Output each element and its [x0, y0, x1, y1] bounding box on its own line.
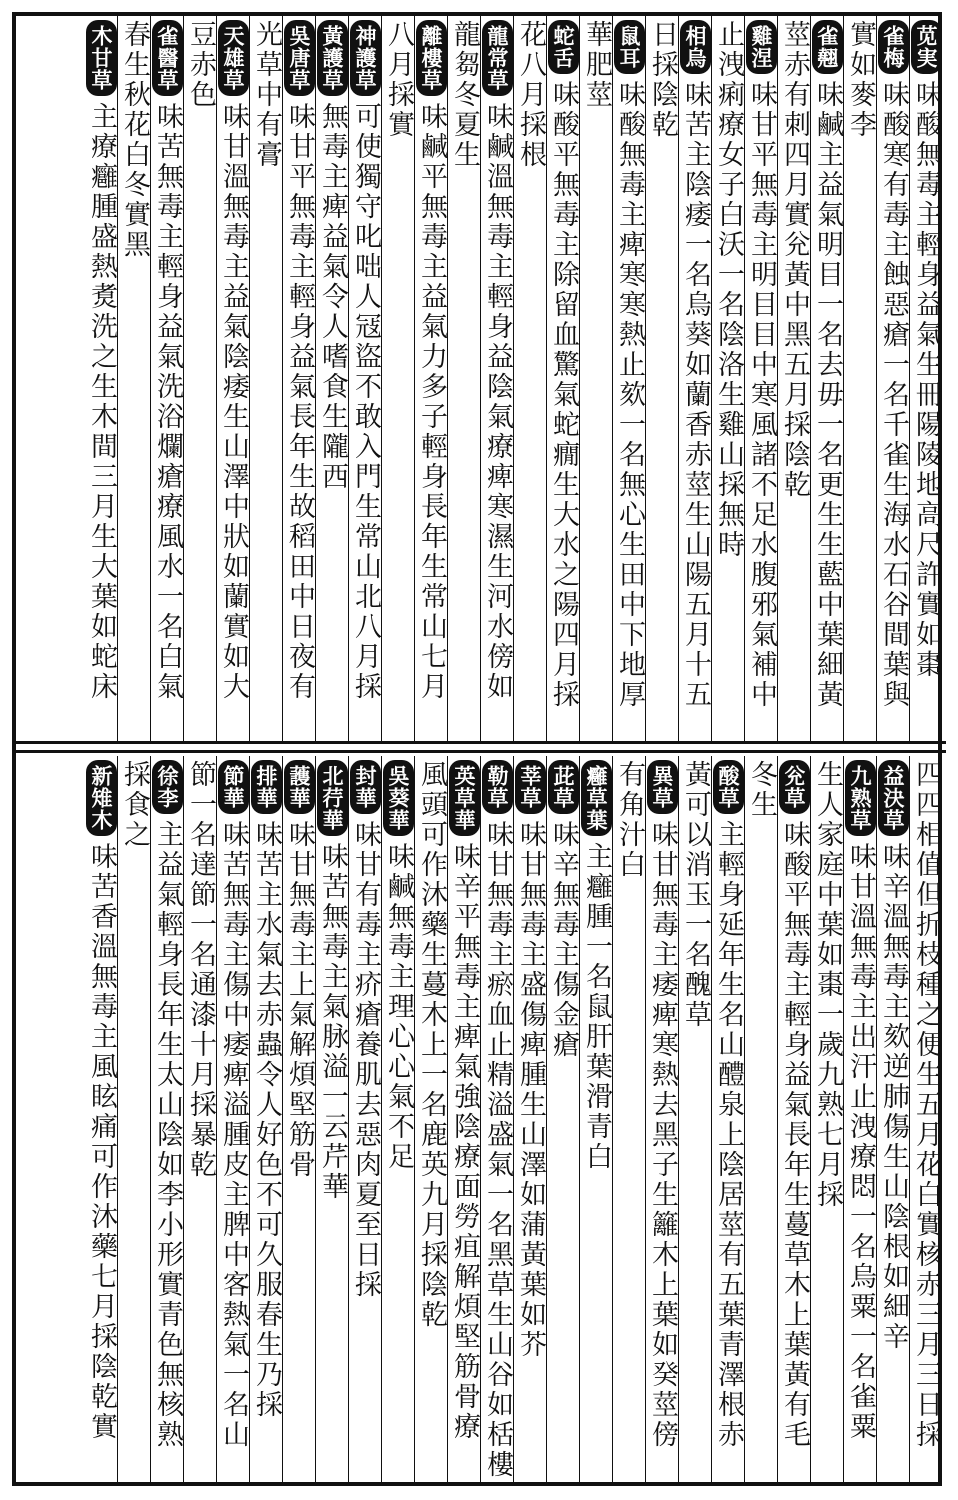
entry-heading: 苋実 — [911, 20, 942, 74]
text-column — [876, 756, 909, 1482]
text-column — [711, 756, 744, 1482]
text-column — [348, 756, 381, 1482]
text-column — [381, 16, 414, 741]
entry-heading: 龍常草 — [482, 20, 513, 96]
text-column — [414, 16, 447, 741]
text-column — [282, 16, 315, 741]
entry-heading: 節華 — [218, 760, 249, 814]
entry-text: 主輕身延年生名山醴泉上陰居莖有五葉青澤根赤 — [713, 820, 744, 1450]
entry-heading: 益決草 — [878, 760, 909, 836]
entry-text: 主癰腫一名鼠肝葉滑青白 — [581, 842, 612, 1172]
entry-text: 冬生 — [746, 760, 777, 820]
upper-register — [16, 16, 942, 741]
entry-heading: 癰草葉 — [581, 760, 612, 836]
entry-heading: 蛇舌 — [548, 20, 579, 74]
entry-text: 味甘無毒主瘀血止精溢盛氣一名黑草生山谷如栝樓 — [482, 820, 513, 1480]
entry-text: 味甘無毒主痿痺寒熱去黑子生籬木上葉如癸莖傍 — [647, 820, 678, 1450]
entry-text: 主益氣輕身長年生太山陰如李小形實青色無核熟 — [152, 820, 183, 1450]
entry-heading: 茈草 — [548, 760, 579, 814]
entry-text: 味酸平無毒主輕身益氣長年生蔓草木上葉黃有毛 — [779, 820, 810, 1450]
entry-text: 主療癰腫盛熱煑洗之生木間三月生大葉如蛇床 — [86, 102, 117, 702]
entry-text: 味苦無毒主輕身益氣洗浴爛瘡療風水一名白氣 — [152, 102, 183, 702]
text-column — [678, 16, 711, 741]
text-column — [678, 756, 711, 1482]
text-column — [909, 16, 942, 741]
entry-heading: 相烏 — [680, 20, 711, 74]
entry-text: 四四相值但折枝種之便生五月花白實核赤三月三日採 — [911, 760, 942, 1450]
entry-heading: 雀翹 — [812, 20, 843, 74]
text-column — [546, 756, 579, 1482]
entry-heading: 雞涅 — [746, 20, 777, 74]
entry-text: 味辛溫無毒主欬逆肺傷生山陰根如細辛 — [878, 842, 909, 1352]
entry-text: 味甘平無毒主輕身益氣長年生故稻田中日夜有 — [284, 102, 315, 702]
entry-text: 味辛平無毒主痺氣強陰療面勞疽解煩堅筋骨療 — [449, 842, 480, 1442]
entry-text: 味苦主水氣去赤蟲令人好色不可久服春生乃採 — [251, 820, 282, 1420]
entry-heading: 離樓草 — [416, 20, 447, 96]
entry-text: 實如麥李 — [845, 20, 876, 140]
entry-text: 華肥莖 — [581, 20, 612, 110]
entry-heading: 北荇華 — [317, 760, 348, 836]
entry-text: 味酸寒有毒主蝕惡瘡一名千雀生海水石谷間葉與 — [878, 80, 909, 710]
text-column — [348, 16, 381, 741]
text-column — [117, 16, 150, 741]
entry-text: 風頭可作沐藥生蔓木上一名鹿英九月採陰乾 — [416, 760, 447, 1330]
text-column — [216, 756, 249, 1482]
text-column — [744, 16, 777, 741]
text-column — [183, 16, 216, 741]
entry-heading: 吳唐草 — [284, 20, 315, 96]
entry-heading: 木甘草 — [86, 20, 117, 96]
entry-text: 味鹹平無毒主益氣力多子輕身長年生常山七月 — [416, 102, 447, 702]
text-column — [909, 756, 942, 1482]
entry-text: 止洩痢療女子白沃一名陰洛生雞山採無時 — [713, 20, 744, 560]
text-column — [612, 16, 645, 741]
entry-heading: 異草 — [647, 760, 678, 814]
entry-heading: 九熟草 — [845, 760, 876, 836]
entry-text: 味苦香溫無毒主風眩痛可作沐藥七月採陰乾實 — [86, 842, 117, 1442]
entry-text: 味甘溫無毒主益氣陰痿生山澤中狀如蘭實如大 — [218, 102, 249, 702]
entry-text: 光草中有膏 — [251, 20, 282, 170]
entry-heading: 天雄草 — [218, 20, 249, 96]
text-column — [315, 756, 348, 1482]
text-column — [84, 756, 117, 1482]
entry-heading: 新雉木 — [86, 760, 117, 836]
text-column — [546, 16, 579, 741]
entry-text: 味甘平無毒主明目目中寒風諸不足水腹邪氣補中 — [746, 80, 777, 710]
entry-text: 味酸無毒主輕身益氣生冊陽陵地高尺許實如棗 — [911, 80, 942, 680]
text-column — [711, 16, 744, 741]
entry-text: 無毒主痺益氣令人嗜食生隴西 — [317, 102, 348, 492]
text-column — [777, 756, 810, 1482]
entry-text: 龍芻冬夏生 — [449, 20, 480, 170]
entry-text: 味鹹無毒主理心心氣不足 — [383, 842, 414, 1172]
text-column — [117, 756, 150, 1482]
entry-text: 莖赤有刺四月實兊黃中黑五月採陰乾 — [779, 20, 810, 500]
entry-heading: 雀梅 — [878, 20, 909, 74]
text-column — [810, 756, 843, 1482]
entry-text: 花八月採根 — [515, 20, 546, 170]
entry-text: 味辛無毒主傷金瘡 — [548, 820, 579, 1060]
text-column — [282, 756, 315, 1482]
text-column — [843, 16, 876, 741]
entry-heading: 徐李 — [152, 760, 183, 814]
text-column — [876, 16, 909, 741]
text-column — [810, 16, 843, 741]
entry-text: 黃可以消玉一名醜草 — [680, 760, 711, 1030]
entry-text: 味鹹主益氣明目一名去毋一名更生生藍中葉細黃 — [812, 80, 843, 710]
entry-text: 味酸平無毒主除留血驚氣蛇癇生大水之陽四月採 — [548, 80, 579, 710]
entry-text: 味苦無毒主氣脉溢一云芹華 — [317, 842, 348, 1202]
entry-text: 味甘溫無毒主出汗止洩療悶一名烏粟一名雀粟 — [845, 842, 876, 1442]
text-column — [216, 16, 249, 741]
text-column — [777, 16, 810, 741]
entry-text: 可使獨守叱咄人冦盜不敢入門生常山北八月採 — [350, 102, 381, 702]
text-column — [249, 16, 282, 741]
entry-text: 味苦無毒主傷中痿痺溢腫皮主脾中客熱氣一名山 — [218, 820, 249, 1450]
text-column — [843, 756, 876, 1482]
text-column — [480, 16, 513, 741]
entry-heading: 雀醫草 — [152, 20, 183, 96]
text-column — [381, 756, 414, 1482]
entry-heading: 英草華 — [449, 760, 480, 836]
entry-text: 味甘有毒主疥瘡養肌去惡肉夏至日採 — [350, 820, 381, 1300]
text-column — [744, 756, 777, 1482]
text-column — [513, 756, 546, 1482]
entry-text: 生人家庭中葉如棗一歲九熟七月採 — [812, 760, 843, 1210]
entry-text: 味酸無毒主痺寒寒熱止欬一名無心生田中下地厚 — [614, 80, 645, 710]
entry-heading: 吳葵華 — [383, 760, 414, 836]
entry-text: 採食之 — [119, 760, 150, 850]
entry-text: 春生秋花白冬實黑 — [119, 20, 150, 260]
text-column — [84, 16, 117, 741]
text-column — [612, 756, 645, 1482]
text-column — [414, 756, 447, 1482]
text-column — [645, 16, 678, 741]
entry-text: 節一名達節一名通漆十月採暴乾 — [185, 760, 216, 1180]
entry-text: 有角汁白 — [614, 760, 645, 880]
entry-text: 豆赤色 — [185, 20, 216, 110]
entry-heading: 酸草 — [713, 760, 744, 814]
text-column — [183, 756, 216, 1482]
entry-heading: 黃護草 — [317, 20, 348, 96]
text-column — [447, 756, 480, 1482]
text-column — [579, 16, 612, 741]
text-column — [249, 756, 282, 1482]
text-column — [513, 16, 546, 741]
entry-text: 味甘無毒主盛傷痺腫生山澤如蒲黃葉如芥 — [515, 820, 546, 1360]
entry-text: 味鹹溫無毒主輕身益陰氣療痺寒濕生河水傍如 — [482, 102, 513, 702]
register-divider — [12, 741, 946, 753]
entry-text: 味甘無毒主上氣解煩堅筋骨 — [284, 820, 315, 1180]
entry-heading: 鼠耳 — [614, 20, 645, 74]
entry-heading: 兊草 — [779, 760, 810, 814]
text-column — [447, 16, 480, 741]
text-column — [150, 16, 183, 741]
text-column — [315, 16, 348, 741]
entry-heading: 封華 — [350, 760, 381, 814]
entry-heading: 勒草 — [482, 760, 513, 814]
text-column — [645, 756, 678, 1482]
entry-text: 味苦主陰痿一名烏葵如蘭香赤莖生山陽五月十五 — [680, 80, 711, 710]
text-column — [579, 756, 612, 1482]
lower-register — [16, 756, 942, 1482]
text-column — [150, 756, 183, 1482]
entry-heading: 䕶華 — [284, 760, 315, 814]
entry-heading: 莘草 — [515, 760, 546, 814]
text-column — [480, 756, 513, 1482]
entry-heading: 神護草 — [350, 20, 381, 96]
entry-heading: 排華 — [251, 760, 282, 814]
entry-text: 八月採實 — [383, 20, 414, 140]
entry-text: 日採陰乾 — [647, 20, 678, 140]
